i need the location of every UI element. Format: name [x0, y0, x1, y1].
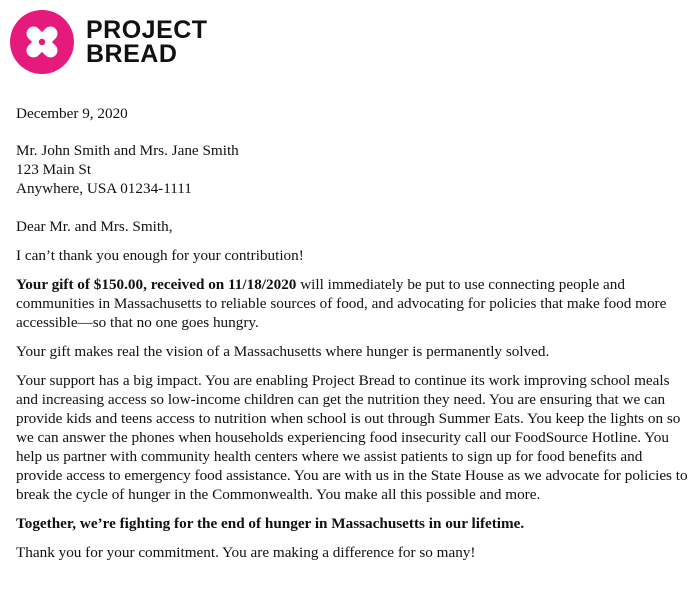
thank-you-line: I can’t thank you enough for your contribution!: [16, 247, 304, 264]
impact-paragraph: Your support has a big impact. You are enabling Project Bread to continue its work improving school meals and increasing access so low-income children can get the nutrition they need. You are ensuring that we can provide kids and teens access to nutrition when school is out through Summer Eats. You keep the lights on so we can answer the phones when households experiencing food insecurity call our FoodSource Hotline. You help us partner with community health centers where we assist patients to sign up for food benefits and provide access to emergency food assistance. You are with us in the State House as we advocate for policies to break the cycle of hunger in the Commonwealth. You make all this possible and more.: [16, 372, 688, 503]
letter-date: December 9, 2020: [16, 105, 128, 122]
address-line-street: 123 Main St: [16, 161, 92, 178]
gift-paragraph: [16, 275, 688, 332]
vision-paragraph: Your gift makes real the vision of a Massachusetts where hunger is permanently solved.: [16, 343, 550, 360]
project-bread-logo: [10, 10, 208, 74]
logo-line-bread: BREAD: [86, 40, 178, 68]
recipient-address: [16, 141, 688, 198]
address-line-names: Mr. John Smith and Mrs. Jane Smith: [16, 142, 239, 159]
logo-line-project: PROJECT: [86, 16, 208, 44]
address-line-city: Anywhere, USA 01234-1111: [16, 180, 192, 197]
logo-wordmark: [86, 18, 208, 66]
salutation: Dear Mr. and Mrs. Smith,: [16, 218, 173, 235]
gift-amount-date: Your gift of $150.00, received on 11/18/2020: [16, 276, 297, 293]
closing-thanks: Thank you for your commitment. You are making a difference for so many!: [16, 544, 476, 561]
letter-body: [16, 104, 688, 572]
gift-paragraph-rest: will immediately be put to use connecting people and communities in Massachusetts to reliable sources of food, and advocating for policies that make food more accessible—so that no one goes hungry.: [16, 276, 667, 331]
fighting-hunger-statement: Together, we’re fighting for the end of hunger in Massachusetts in our lifetime.: [16, 515, 525, 532]
project-bread-x-icon: [10, 10, 74, 74]
